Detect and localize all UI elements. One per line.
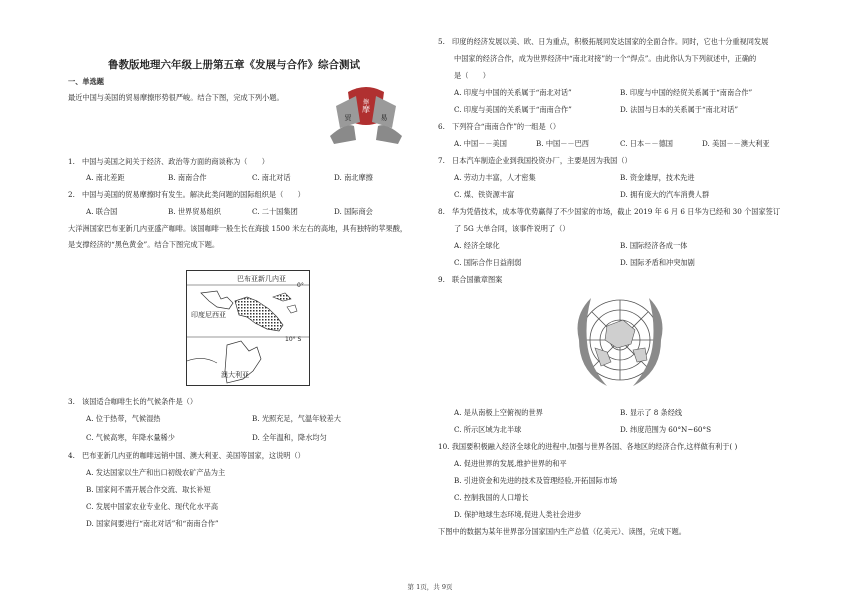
q1-option-c[interactable]: C. 南北对话 xyxy=(252,173,291,182)
q2-stem: 2. 中国与美国的贸易摩擦时有发生。解决此类问题的国际组织是（ ） xyxy=(68,190,305,199)
q2-option-b[interactable]: B. 世界贸易组织 xyxy=(168,207,221,216)
q4-stem: 4. 巴布亚新几内亚的咖啡远销中国、澳大利亚、美国等国家，这说明（） xyxy=(68,451,305,460)
q2-option-d[interactable]: D. 国际商会 xyxy=(334,207,373,216)
trade-char-4: 擦 xyxy=(362,99,370,106)
label-lat-0: 0° xyxy=(297,282,304,289)
q6-stem: 6. 下列符合“南南合作”的一组是（） xyxy=(438,122,561,131)
intro-2-line1: 大洋洲国家巴布亚新几内亚盛产咖啡。该国咖啡一般生长在海拔 1500 米左右的高地，具有独特的苹果酸， xyxy=(68,224,408,233)
q10-stem: 10. 我国要积极融入经济全球化的进程中,加强与世界各国、各地区的经济合作,这样做有利于( ) xyxy=(438,442,738,451)
q6-option-a[interactable]: A. 中国－－美国 xyxy=(454,139,507,148)
trade-char-1: 摩 xyxy=(362,105,370,114)
q8-option-d[interactable]: D. 国际矛盾和冲突加剧 xyxy=(620,258,695,267)
q1-option-a[interactable]: A. 南北差距 xyxy=(86,173,125,182)
intro-1: 最近中国与美国的贸易摩擦形势很严峻。结合下图，完成下列小题。 xyxy=(68,93,284,102)
q9-option-a[interactable]: A. 是从南极上空俯视的世界 xyxy=(454,408,543,417)
q9-stem: 9. 联合国徽章图案 xyxy=(438,275,503,284)
q5-stem-line3: 是（ ） xyxy=(454,71,490,80)
q7-option-c[interactable]: C. 煤、铁资源丰富 xyxy=(454,190,515,199)
trade-char-2: 贸 xyxy=(344,114,352,122)
page-title: 鲁教版地理六年级上册第五章《发展与合作》综合测试 xyxy=(108,59,360,71)
q5-stem-line2: 中国家的经济合作，成为世界经济中“南北对接”的一个“焊点”。由此你认为下列叙述中，正确的 xyxy=(454,54,757,63)
q5-stem-line1: 5. 印度的经济发展以美、欧、日为重点，积极拓展同发达国家的全面合作。同时，它也十分重视同发展 xyxy=(438,37,769,46)
q4-option-b[interactable]: B. 国家间不需开展合作交流、取长补短 xyxy=(86,485,211,494)
q3-option-a[interactable]: A. 位于热带，气候湿热 xyxy=(86,414,161,423)
q1-option-d[interactable]: D. 南北摩擦 xyxy=(334,173,373,182)
q6-option-c[interactable]: C. 日本－－德国 xyxy=(620,139,673,148)
label-australia: 澳大利亚 xyxy=(221,371,249,379)
q9-option-d[interactable]: D. 纬度范围为 60°N~60°S xyxy=(620,425,712,434)
q10-option-b[interactable]: B. 引进资金和先进的技术及管理经验,开拓国际市场 xyxy=(454,476,618,485)
q5-option-d[interactable]: D. 法国与日本的关系属于“南北对话” xyxy=(620,105,739,114)
q7-option-b[interactable]: B. 资金雄厚，技术先进 xyxy=(620,173,695,182)
q7-stem: 7. 日本汽车制造企业到我国投资办厂，主要是因为我国（） xyxy=(438,156,632,165)
q5-option-b[interactable]: B. 印度与中国的经贸关系属于“南南合作” xyxy=(620,88,753,97)
q4-option-c[interactable]: C. 发展中国家农业专业化、现代化水平高 xyxy=(86,502,219,511)
q8-option-b[interactable]: B. 国际经济各成一体 xyxy=(620,241,688,250)
q9-option-b[interactable]: B. 显示了 8 条经线 xyxy=(620,408,683,417)
q6-option-b[interactable]: B. 中国－－巴西 xyxy=(536,139,589,148)
q2-option-a[interactable]: A. 联合国 xyxy=(86,207,118,216)
q3-option-b[interactable]: B. 光照充足，气温年较差大 xyxy=(252,414,341,423)
page-footer: 第 1页，共 9页 xyxy=(407,583,453,591)
q1-option-b[interactable]: B. 南南合作 xyxy=(168,173,207,182)
q8-option-a[interactable]: A. 经济全球化 xyxy=(454,241,500,250)
q3-stem: 3. 该国适合咖啡生长的气候条件是（） xyxy=(68,397,198,406)
q4-option-d[interactable]: D. 国家间要进行“南北对话”和“南南合作” xyxy=(86,519,219,528)
q7-option-a[interactable]: A. 劳动力丰富，人才密集 xyxy=(454,173,536,182)
label-lat-10s: 10° S xyxy=(285,336,302,343)
q2-option-c[interactable]: C. 二十国集团 xyxy=(252,207,298,216)
intro-2-line2: 是支撑经济的“黑色黄金”。结合下图完成下题。 xyxy=(68,240,220,249)
png-map xyxy=(186,270,310,386)
un-emblem-image xyxy=(565,286,675,394)
section-heading: 一、单选题 xyxy=(68,77,104,86)
q4-option-a[interactable]: A. 发达国家以生产和出口初级农矿产品为主 xyxy=(86,468,226,477)
q7-option-d[interactable]: D. 拥有庞大的汽车消费人群 xyxy=(620,190,710,199)
q3-option-d[interactable]: D. 全年温和，降水均匀 xyxy=(252,433,327,442)
q10-option-c[interactable]: C. 控制我国的人口增长 xyxy=(454,493,529,502)
q5-option-a[interactable]: A. 印度与中国的关系属于“南北对话” xyxy=(454,88,572,97)
map-drawing xyxy=(187,271,309,385)
intro-3: 下图中的数据为某年世界部分国家国内生产总值（亿美元）、读图，完成下题。 xyxy=(438,527,686,536)
label-indonesia: 印度尼西亚 xyxy=(191,311,226,319)
q6-option-d[interactable]: D. 美国－－澳大利亚 xyxy=(702,139,770,148)
trade-friction-image xyxy=(326,82,406,148)
q8-stem-line1: 8. 华为凭借技术，成本等优势赢得了不少国家的市场，截止 2019 年 6 月 6 日华为已经和 30 个国家签订 xyxy=(438,207,781,216)
q10-option-d[interactable]: D. 保护地球生态环境,促进人类社会进步 xyxy=(454,510,582,519)
trade-char-3: 易 xyxy=(380,114,388,122)
q1-stem: 1. 中国与美国之间关于经济、政治等方面的商谈称为（ ） xyxy=(68,157,269,166)
label-png: 巴布亚新几内亚 xyxy=(237,275,286,283)
q5-option-c[interactable]: C. 印度与美国的关系属于“南南合作” xyxy=(454,105,572,114)
q8-stem-line2: 了 5G 大单合同，该事件说明了（） xyxy=(454,224,570,233)
q3-option-c[interactable]: C. 气候高寒，年降水量稀少 xyxy=(86,433,175,442)
q10-option-a[interactable]: A. 促进世界的发展,维护世界的和平 xyxy=(454,459,567,468)
q8-option-c[interactable]: C. 国际合作日益削弱 xyxy=(454,258,522,267)
q9-option-c[interactable]: C. 所示区域为北半球 xyxy=(454,425,522,434)
